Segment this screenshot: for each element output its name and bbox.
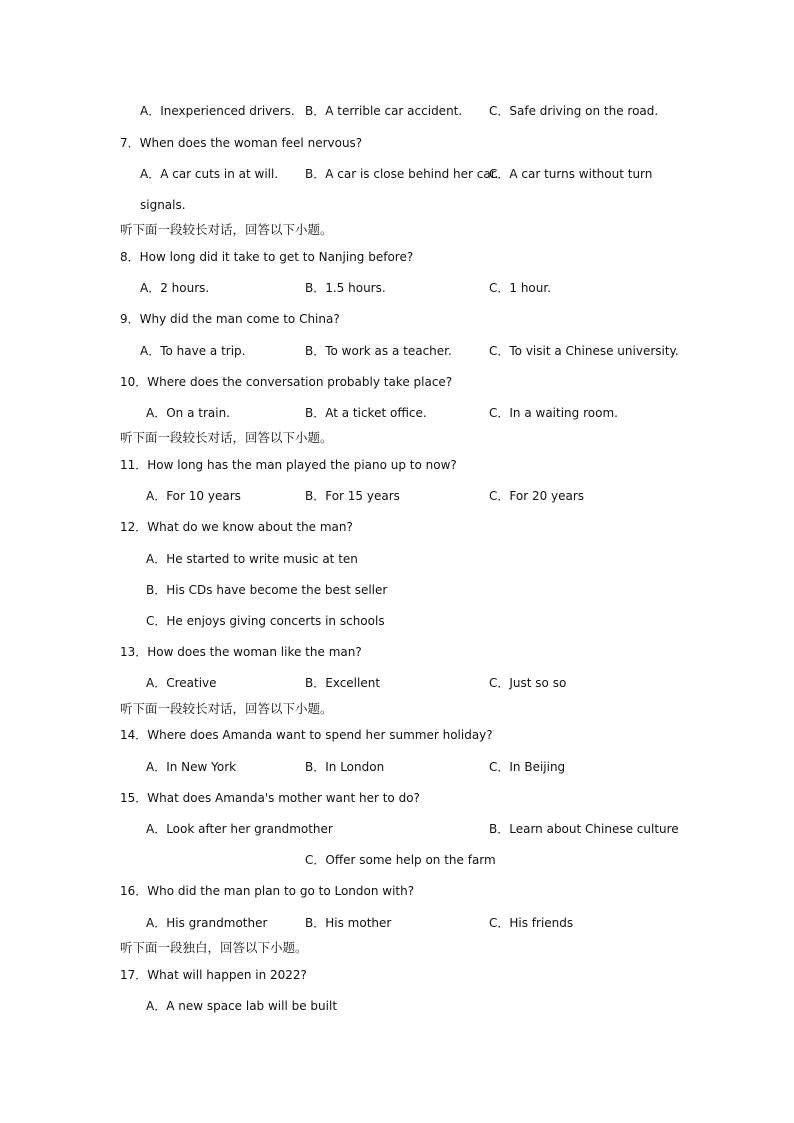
q9-option-b: B．To work as a teacher.: [305, 344, 452, 358]
q10-option-b: B．At a ticket office.: [305, 406, 427, 420]
q6-option-a: A．Inexperienced drivers.: [140, 104, 295, 118]
q8-option-b: B．1.5 hours.: [305, 281, 386, 295]
section-instruction: 听下面一段较长对话，回答以下小题。: [120, 701, 333, 716]
q16-question: 16．Who did the man plan to go to London with?: [120, 884, 415, 898]
q11-option-c: C．For 20 years: [489, 489, 585, 503]
q13-option-b: B．Excellent: [305, 676, 381, 690]
q13-option-a: A．Creative: [146, 676, 217, 690]
section-instruction: 听下面一段较长对话，回答以下小题。: [120, 222, 333, 237]
q15-option-c: C．Offer some help on the farm: [305, 853, 496, 867]
q8-option-a: A．2 hours.: [140, 281, 210, 295]
q7-option-c: C．A car turns without turn: [489, 167, 653, 181]
q9-option-c: C．To visit a Chinese university.: [489, 344, 679, 358]
q10-question: 10．Where does the conversation probably take place?: [120, 375, 453, 389]
q14-option-c: C．In Beijing: [489, 760, 566, 774]
q9-question: 9．Why did the man come to China?: [120, 312, 340, 326]
q17-option-a: A．A new space lab will be built: [146, 999, 338, 1013]
q16-option-c: C．His friends: [489, 916, 574, 930]
q17-question: 17．What will happen in 2022?: [120, 968, 307, 982]
q9-option-a: A．To have a trip.: [140, 344, 246, 358]
q14-question: 14．Where does Amanda want to spend her summer holiday?: [120, 728, 493, 742]
q13-question: 13．How does the woman like the man?: [120, 645, 362, 659]
q12-option-b: B．His CDs have become the best seller: [146, 583, 388, 597]
q12-question: 12．What do we know about the man?: [120, 520, 353, 534]
q6-option-b: B．A terrible car accident.: [305, 104, 463, 118]
q10-option-a: A．On a train.: [146, 406, 230, 420]
q6-option-c: C．Safe driving on the road.: [489, 104, 659, 118]
q15-question: 15．What does Amanda's mother want her to do?: [120, 791, 420, 805]
q7-option-b: B．A car is close behind her car.: [305, 167, 499, 181]
q10-option-c: C．In a waiting room.: [489, 406, 618, 420]
q14-option-b: B．In London: [305, 760, 385, 774]
q13-option-c: C．Just so so: [489, 676, 567, 690]
q14-option-a: A．In New York: [146, 760, 237, 774]
q15-option-b: B．Learn about Chinese culture: [489, 822, 679, 836]
q16-option-a: A．His grandmother: [146, 916, 268, 930]
q7-option-a: A．A car cuts in at will.: [140, 167, 279, 181]
q7-option-c-continuation: signals.: [140, 198, 186, 212]
q7-question: 7．When does the woman feel nervous?: [120, 136, 363, 150]
q15-option-a: A．Look after her grandmother: [146, 822, 333, 836]
q8-option-c: C．1 hour.: [489, 281, 552, 295]
q8-question: 8．How long did it take to get to Nanjing before?: [120, 250, 414, 264]
q11-option-a: A．For 10 years: [146, 489, 241, 503]
section-instruction-monologue: 听下面一段独白，回答以下小题。: [120, 940, 308, 955]
q11-option-b: B．For 15 years: [305, 489, 400, 503]
q12-option-c: C．He enjoys giving concerts in schools: [146, 614, 385, 628]
section-instruction: 听下面一段较长对话，回答以下小题。: [120, 430, 333, 445]
q11-question: 11．How long has the man played the piano up to now?: [120, 458, 457, 472]
q16-option-b: B．His mother: [305, 916, 392, 930]
q12-option-a: A．He started to write music at ten: [146, 552, 358, 566]
